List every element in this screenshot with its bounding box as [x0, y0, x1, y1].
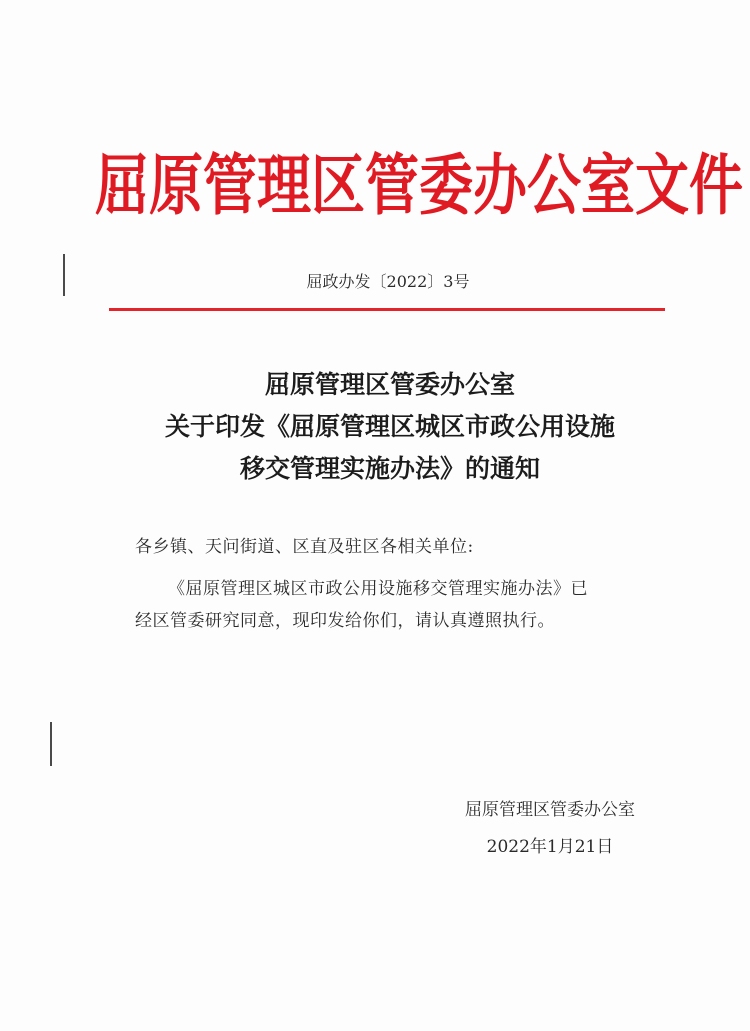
document-number: 屈政办发〔2022〕3号: [306, 272, 470, 291]
binding-mark-bottom: [50, 722, 52, 766]
title-line-2: 关于印发《屈原管理区城区市政公用设施: [164, 412, 615, 441]
body-paragraph-line-1: 《屈原管理区城区市政公用设施移交管理实施办法》已: [168, 579, 588, 599]
binding-mark-top: [63, 254, 65, 296]
signature-date: 2022年1月21日: [486, 837, 614, 857]
body-paragraph-line-2: 经区管委研究同意，现印发给你们，请认真遵照执行。: [135, 611, 555, 631]
red-divider-line: [109, 308, 665, 311]
signature-organization: 屈原管理区管委办公室: [465, 800, 635, 820]
notice-title: [100, 364, 680, 490]
title-line-1: 屈原管理区管委办公室: [264, 370, 515, 399]
masthead-title: 屈原管理区管委办公室文件: [95, 145, 743, 224]
title-line-3: 移交管理实施办法》的通知: [239, 454, 540, 483]
addressee-line: 各乡镇、天问街道、区直及驻区各相关单位:: [135, 537, 474, 557]
